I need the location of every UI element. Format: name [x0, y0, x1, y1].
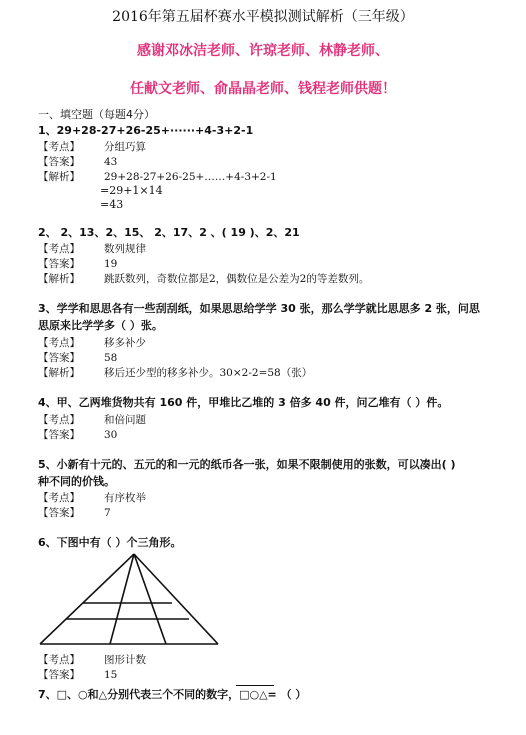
- q4-kaodian-value: 和倍问题: [104, 414, 146, 426]
- q3-kaodian-label: 【考点】: [38, 337, 80, 349]
- q3-question-line-2: 思原来比学学多（ ）张。: [38, 319, 163, 332]
- q5-daan-value: 7: [104, 507, 111, 519]
- q5-question-line-2: 种不同的价钱。: [38, 475, 115, 488]
- triangle-right-side: [134, 554, 218, 644]
- q3-question-line-1: 3、学学和思思各有一些刮刮纸，如果思思给学学 30 张，那么学学就比思思多 2 张，问思: [38, 302, 480, 315]
- q1-daan-label: 【答案】: [38, 156, 80, 168]
- q2-kaodian-value: 数列规律: [104, 243, 146, 255]
- q1-kaodian-label: 【考点】: [38, 141, 80, 153]
- q1-question: 1、29+28-27+26-25+······+4-3+2-1: [38, 124, 254, 137]
- triangle-figure: [38, 552, 238, 648]
- q4-question: 4、甲、乙两堆货物共有 160 件，甲堆比乙堆的 3 倍多 40 件，问乙堆有（ ）件。: [38, 396, 449, 409]
- q1-jiexi-line-1: 29+28-27+26-25+……+4-3+2-1: [104, 171, 277, 183]
- thanks-line-1: 感谢邓冰洁老师、许琼老师、林静老师、: [137, 43, 389, 59]
- q3-kaodian-value: 移多补少: [104, 337, 146, 349]
- q6-daan-value: 15: [104, 669, 118, 681]
- q4-kaodian-label: 【考点】: [38, 414, 80, 426]
- q1-jiexi-line-2: =29+1×14: [100, 184, 163, 197]
- q2-kaodian-label: 【考点】: [38, 243, 80, 255]
- q4-daan-label: 【答案】: [38, 429, 80, 441]
- q5-daan-label: 【答案】: [38, 507, 80, 519]
- q1-daan-value: 43: [104, 156, 118, 168]
- section-title: 一、填空题（每题4分）: [38, 108, 155, 121]
- triangle-left-side: [40, 554, 134, 644]
- q4-daan-value: 30: [104, 429, 118, 441]
- q5-kaodian-label: 【考点】: [38, 492, 80, 504]
- q1-kaodian-value: 分组巧算: [104, 141, 146, 153]
- q5-kaodian-value: 有序枚举: [104, 492, 146, 504]
- triangle-inner-line-2: [134, 554, 166, 644]
- q2-daan-label: 【答案】: [38, 258, 80, 270]
- thanks-line-2: 任献文老师、俞晶晶老师、钱程老师供题！: [130, 81, 396, 97]
- q5-question-line-1: 5、小新有十元的、五元的和一元的纸币各一张，如果不限制使用的张数，可以凑出( ): [38, 458, 456, 471]
- q2-jiexi-value: 跳跃数列，奇数位都是2，偶数位是公差为2的等差数列。: [104, 273, 370, 285]
- q7-question: 7、□、○和△分别代表三个不同的数字，□○△= （ ）: [38, 688, 307, 701]
- q3-jiexi-label: 【解析】: [38, 367, 80, 379]
- q2-daan-value: 19: [104, 258, 118, 270]
- q3-daan-value: 58: [104, 352, 118, 364]
- q7-overline: [236, 685, 274, 686]
- q2-jiexi-label: 【解析】: [38, 273, 80, 285]
- q3-daan-label: 【答案】: [38, 352, 80, 364]
- triangle-inner-line-1: [110, 554, 134, 644]
- q1-jiexi-label: 【解析】: [38, 171, 80, 183]
- q6-kaodian-value: 图形计数: [104, 654, 146, 666]
- page-title: 2016年第五届杯赛水平模拟测试解析（三年级）: [112, 9, 414, 25]
- q6-kaodian-label: 【考点】: [38, 654, 80, 666]
- q6-daan-label: 【答案】: [38, 669, 80, 681]
- q1-jiexi-line-3: =43: [100, 198, 124, 211]
- q3-jiexi-value: 移后还少型的移多补少。30×2-2=58（张）: [104, 367, 313, 379]
- q6-question: 6、下图中有（ ）个三角形。: [38, 536, 182, 549]
- q2-question: 2、 2、13、2、15、 2、17、2 、( 19 )、2、21: [38, 226, 300, 239]
